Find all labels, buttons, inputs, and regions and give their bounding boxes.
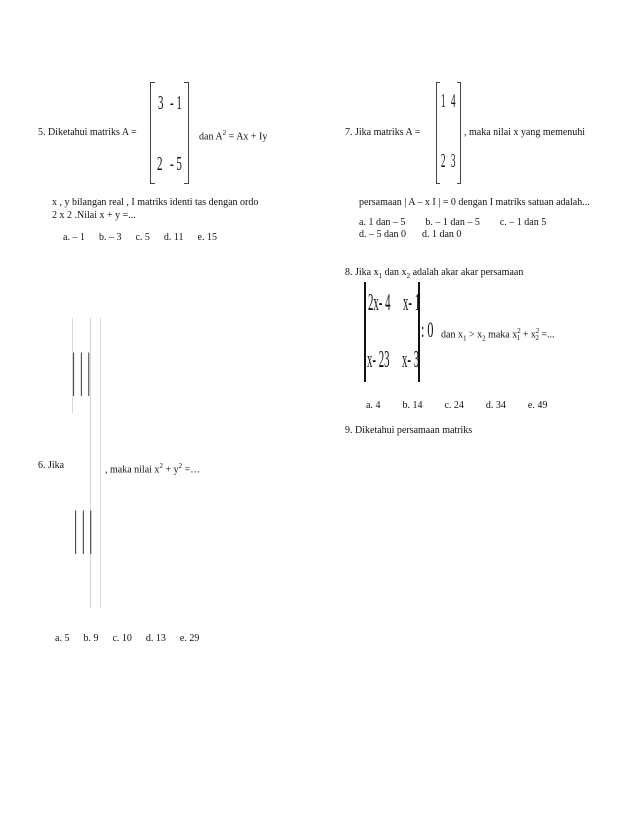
q8-condition: [441, 325, 555, 344]
q8-det-r2c1: x- 23: [367, 347, 390, 373]
q8-det-r1c1: 2x- 4: [368, 290, 391, 316]
q5-eq-a: dan A: [199, 131, 223, 143]
q5-matrix-right-bracket: [184, 82, 189, 184]
q9-question-prefix: 9. Diketahui persamaan matriks: [345, 425, 473, 436]
q5-eq-sup: 2: [222, 129, 227, 137]
q5-matrix-r1c2: - 1: [170, 92, 182, 114]
q5-option-e: e. 15: [197, 232, 217, 243]
q6-matrix-glyphs-top: | | |: [72, 344, 91, 397]
q5-line-2: x , y bilangan real , I matriks identi tas dengan ordo: [52, 197, 259, 208]
q8-options: [366, 400, 561, 412]
q6-mid-c: =…: [182, 464, 201, 476]
q5-matrix-r2c1: 2: [157, 153, 163, 175]
q5-option-c: c. 5: [135, 232, 150, 243]
q7-matrix-r2c2: 3: [451, 150, 456, 172]
q8-cond-a: dan x: [441, 329, 463, 341]
q7-question-prefix: 7. Jika matriks A =: [345, 127, 421, 138]
q5-matrix-r2c2: - 5: [170, 153, 182, 175]
q7-line-2: persamaan | A – x I | = 0 dengan I matriks satuan adalah...: [359, 197, 590, 208]
q8-sub-2: 2: [406, 272, 411, 280]
q7-matrix-r1c1: 1: [441, 90, 446, 112]
q8-determinant-left-bar: [364, 282, 366, 382]
q5-equation: [199, 127, 267, 143]
q8-question-prefix: [345, 267, 523, 282]
q8-prefix-b: dan x: [382, 267, 407, 278]
q8-det-r2c2: x- 3: [402, 347, 420, 373]
q7-option-b: b. – 1 dan – 5: [425, 217, 480, 228]
q8-cond-sub-4: 2: [535, 334, 539, 343]
q5-options: [63, 232, 231, 244]
q8-cond-sup-1: 2: [517, 327, 521, 335]
q5-matrix-r1c1: 3: [158, 92, 164, 114]
q8-prefix-a: 8. Jika x: [345, 267, 379, 278]
q5-question-prefix: 5. Diketahui matriks A =: [38, 127, 137, 138]
q6-option-d: d. 13: [145, 633, 166, 644]
q6-option-c: c. 10: [112, 633, 132, 644]
q8-cond-sub-1: 1: [462, 334, 467, 343]
q6-sup-1: 2: [159, 462, 163, 470]
q8-cond-sup-2: 2: [535, 327, 540, 335]
q8-cond-d: + x: [520, 329, 536, 341]
q6-question-rest: [105, 460, 200, 476]
q7-option-a: a. 1 dan – 5: [359, 217, 406, 228]
q7-matrix-left-bracket: [436, 82, 440, 184]
q6-faint-line-3: [100, 318, 101, 608]
q7-question-suffix: , maka nilai x yang memenuhi: [464, 127, 586, 138]
q7-option-e: d. 1 dan 0: [421, 229, 462, 240]
q6-mid-a: , maka nilai x: [105, 464, 160, 476]
q8-option-d: d. 34: [485, 400, 506, 411]
q5-matrix-left-bracket: [150, 82, 155, 184]
q8-cond-c: maka x: [485, 329, 518, 341]
q6-option-e: e. 29: [179, 633, 200, 644]
q8-prefix-c: adalah akar akar persamaan: [410, 267, 524, 278]
q7-option-c: c. – 1 dan 5: [499, 217, 547, 228]
q8-option-c: c. 24: [444, 400, 464, 411]
q8-cond-sub-3: 1: [516, 334, 521, 343]
q5-option-a: a. – 1: [63, 232, 85, 243]
q6-option-a: a. 5: [55, 633, 70, 644]
q7-options-row-2: [359, 229, 475, 241]
q8-sub-1: 1: [378, 272, 383, 280]
q8-cond-e: =...: [538, 329, 555, 341]
q6-option-b: b. 9: [83, 633, 99, 644]
q5-line-3: 2 x 2 .Nilai x + y =...: [52, 210, 136, 221]
q6-options: [55, 633, 213, 645]
q5-eq-b: = Ax + Iy: [226, 131, 268, 143]
q8-det-equals-zero: : 0: [421, 317, 434, 342]
q7-option-d: d. – 5 dan 0: [359, 229, 406, 240]
q5-option-d: d. 11: [163, 232, 184, 243]
q6-mid-b: + y: [162, 464, 179, 476]
q7-matrix-r1c2: 4: [451, 90, 456, 112]
q8-cond-b: > x: [466, 329, 483, 341]
q7-options-row-1: [359, 217, 560, 229]
q6-sup-2: 2: [178, 462, 183, 470]
q8-option-e: e. 49: [527, 400, 548, 411]
q8-cond-sub-2: 2: [482, 334, 486, 343]
q8-option-b: b. 14: [402, 400, 423, 411]
q7-matrix-r2c1: 2: [441, 150, 446, 172]
q6-matrix-glyphs-bottom: | | |: [74, 502, 93, 555]
q8-option-a: a. 4: [366, 400, 381, 411]
q7-matrix-right-bracket: [457, 82, 461, 184]
q6-question-prefix: 6. Jika: [38, 460, 65, 471]
q5-option-b: b. – 3: [98, 232, 122, 243]
q8-det-r1c2: x- 1: [403, 290, 421, 316]
